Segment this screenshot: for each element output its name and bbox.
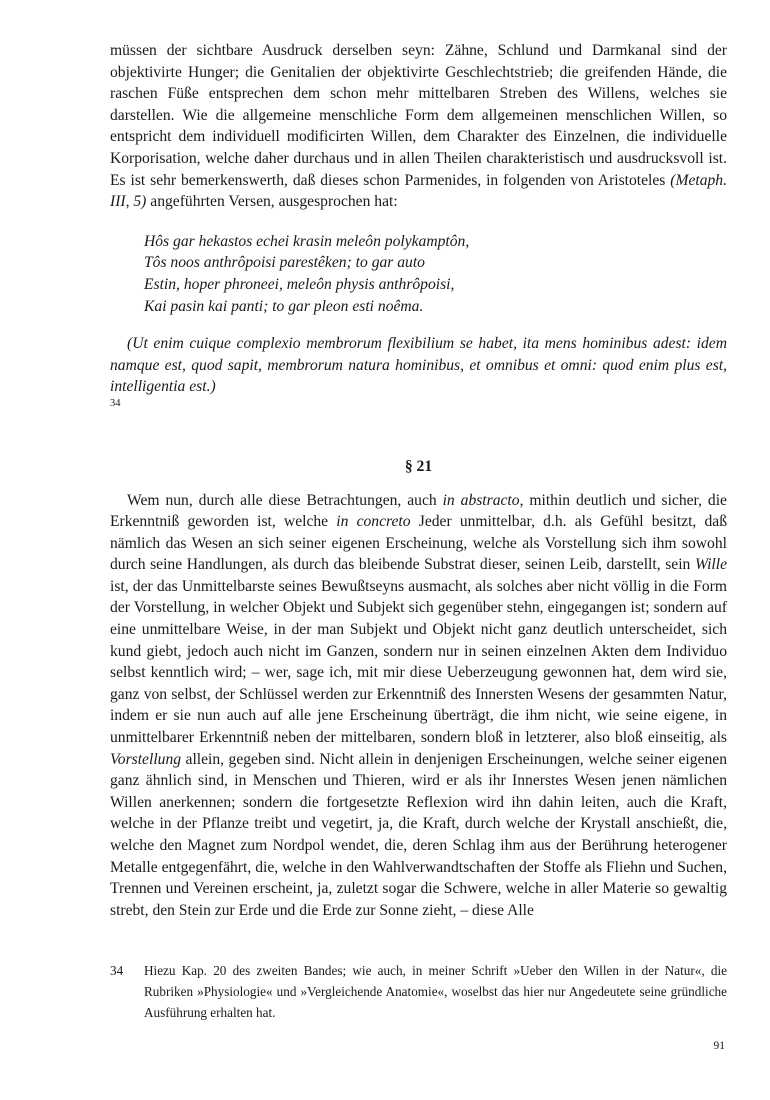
footnote-number: 34 — [110, 963, 124, 978]
paragraph-2-part-3: Jeder unmittelbar, d.h. als Gefühl besitzt, daß nämlich das Wesen an sich seiner eigenen Erscheinung, welche als Vorstellung sich ihm sowohl durch seine Handlungen, als durch das bleibende Substrat dieser, seinen Leib, darstellt, sein — [110, 513, 728, 574]
emphasis-wille: Wille — [694, 556, 727, 574]
section-title: § 21 — [404, 457, 433, 475]
emphasis-in-concreto: in concreto — [336, 513, 411, 531]
citation-metaph: (Metaph. III, 5) — [110, 171, 727, 211]
footnote-text: Hiezu Kap. 20 des zweiten Bandes; wie auch, in meiner Schrift »Ueber den Willen in der Natur«, die Rubriken »Physiologie« und »Vergleichende Anatomie«, woselbst das hier nur Angedeutete seine gründliche Ausführung erhalten hat. — [144, 963, 727, 1020]
paragraph-1-text-b: angeführten Versen, ausgesprochen hat: — [146, 193, 398, 211]
verse-line: Estin, hoper phroneei, meleôn physis anthrôpoisi, — [144, 275, 455, 293]
footnote-marker: 34 — [110, 397, 121, 409]
emphasis-in-abstracto: in abstracto — [442, 491, 520, 509]
page-body — [110, 40, 727, 921]
paragraph-body-1 — [110, 40, 727, 213]
verse-line: Kai pasin kai panti; to gar pleon esti noêma. — [144, 297, 424, 315]
paragraph-body-2 — [110, 490, 727, 922]
paragraph-2-part-5: allein, gegeben sind. Nicht allein in denjenigen Erscheinungen, welche seiner eigenen ganz ähnlich sind, in Menschen und Thieren, wird er als ihr Innerstes Wesen jenen nämlichen Willen anerkennen; sondern die fortgesetzte Reflexion wird ihn dahin leiten, auch die Kraft, welche in der Pflanze treibt und vegetirt, ja, die Kraft, durch welche der Krystall anschießt, die, welche den Magnet zum Nordpol wendet, die, deren Schlag ihm aus der Berührung heterogener Metalle entgegenfährt, die, welche in den Wahlverwandtschaften der Stoffe als Fliehn und Suchen, Trennen und Vereinen erscheint, ja, zuletzt sogar die Schwere, welche in aller Materie so gewaltig strebt, den Stein zur Erde und die Erde zur Sonne zieht, – diese Alle — [110, 750, 727, 919]
verse-line: Tôs noos anthrôpoisi parestêken; to gar auto — [144, 254, 425, 272]
verse-quotation — [144, 231, 727, 317]
latin-translation: (Ut enim cuique complexio membrorum flexibilium se habet, ita mens hominibus adest: idem namque est, quod sapit, membrorum natura hominibus, et omnibus et omni: quod enim plus est, intelligentia est.) — [110, 335, 727, 396]
footnote — [110, 960, 727, 1023]
paragraph-2-part-2: , mithin deutlich und sicher, die Erkenntniß geworden ist, welche — [110, 491, 727, 531]
page-number: 91 — [713, 1040, 725, 1052]
verse-line: Hôs gar hekastos echei krasin meleôn polykamptôn, — [144, 232, 470, 250]
paragraph-2-part-4: ist, der das Unmittelbarste seines Bewußtseyns ausmacht, als solches aber nicht völlig in die Form der Vorstellung, in welcher Objekt und Subjekt sich gegenüber stehn, eingegangen ist; sondern auf eine unmittelbare Weise, in der man Subjekt und Objekt nicht ganz deutlich unterscheidet, sich kund giebt, jedoch auch nicht im Ganzen, sondern nur in seinen einzelnen Akten dem Individuo selbst kenntlich wird; – wer, sage ich, mit mir diese Ueberzeugung gewonnen hat, dem wird sie, ganz von selbst, der Schlüssel werden zur Erkenntniß des Innersten Wesens der gesammten Natur, indem er sie nun auch auf alle jene Erscheinung überträgt, die ihm nicht, wie seine eigene, in unmittelbarer Erkenntniß neben der mittelbaren, sondern bloß in letzterer, also bloß einseitig, als — [110, 577, 727, 747]
emphasis-vorstellung: Vorstellung — [110, 750, 182, 768]
paragraph-1-text-a: müssen der sichtbare Ausdruck derselben seyn: Zähne, Schlund und Darmkanal sind der objektivirte Hunger; die Genitalien der objektivirte Geschlechtstrieb; die greifenden Hände, die raschen Füße entsprechen dem schon mehr mittelbaren Streben des Willens, welches sie darstellen. Wie die allgemeine menschliche Form dem allgemeinen menschlichen Willen, so entspricht dem individuell modificirten Willen, dem Charakter des Einzelnen, die individuelle Korporisation, welche daher durchaus und in allen Theilen charakteristisch und ausdrucksvoll ist. Es ist sehr bemerkenswerth, daß dieses schon Parmenides, in folgenden von Aristoteles — [110, 42, 727, 189]
paragraph-2-part-1: Wem nun, durch alle diese Betrachtungen, auch — [127, 491, 443, 509]
